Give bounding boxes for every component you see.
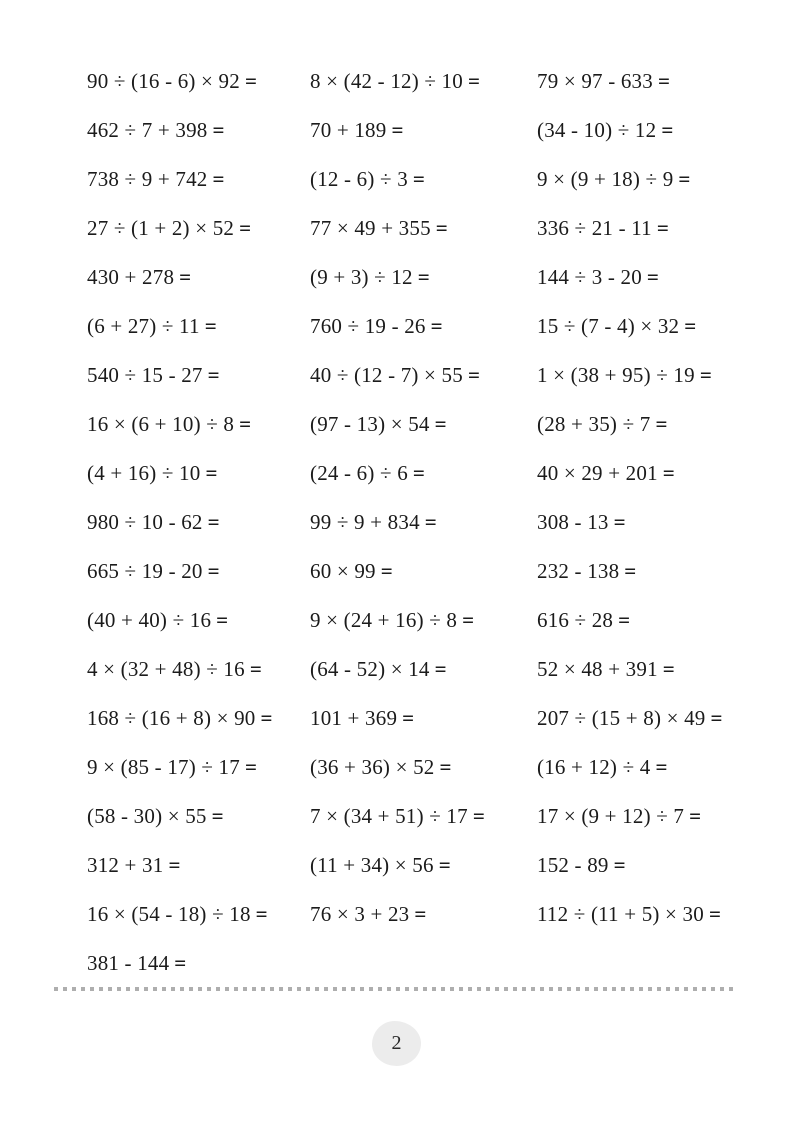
problem-expression: 101 + 369 (310, 706, 398, 730)
equals-sign: = (249, 657, 262, 681)
problem-expression: 90 ÷ (16 - 6) × 92 (87, 69, 240, 93)
equals-sign: = (708, 902, 721, 926)
math-problem (87, 890, 310, 939)
problem-expression: 665 ÷ 19 - 20 (87, 559, 203, 583)
equals-sign: = (613, 510, 626, 534)
math-problem (310, 400, 537, 449)
problem-expression: 77 × 49 + 355 (310, 216, 431, 240)
problem-expression: 232 - 138 (537, 559, 620, 583)
equals-sign: = (434, 412, 447, 436)
problem-expression: 15 ÷ (7 - 4) × 32 (537, 314, 680, 338)
problem-expression: (6 + 27) ÷ 11 (87, 314, 200, 338)
problem-expression: (97 - 13) × 54 (310, 412, 430, 436)
math-problem (537, 547, 793, 596)
math-problem (87, 106, 310, 155)
equals-sign: = (424, 510, 437, 534)
math-problem (537, 204, 793, 253)
equals-sign: = (618, 608, 631, 632)
equals-sign: = (414, 902, 427, 926)
math-problem (87, 694, 310, 743)
problem-expression: 70 + 189 (310, 118, 387, 142)
problem-expression: 4 × (32 + 48) ÷ 16 (87, 657, 245, 681)
page-number: 2 (391, 1032, 402, 1054)
math-problem (537, 596, 793, 645)
math-problem (537, 302, 793, 351)
math-problem (310, 547, 537, 596)
equals-sign: = (655, 755, 668, 779)
equals-sign: = (661, 118, 674, 142)
problem-expression: 738 ÷ 9 + 742 (87, 167, 208, 191)
problem-expression: (28 + 35) ÷ 7 (537, 412, 651, 436)
math-problem (310, 645, 537, 694)
problem-expression: (9 + 3) ÷ 12 (310, 265, 413, 289)
equals-sign: = (391, 118, 404, 142)
math-problem (310, 890, 537, 939)
math-problem (537, 106, 793, 155)
equals-sign: = (212, 167, 225, 191)
equals-sign: = (204, 314, 217, 338)
problem-expression: (34 - 10) ÷ 12 (537, 118, 657, 142)
math-problem (87, 253, 310, 302)
math-problem (87, 841, 310, 890)
equals-sign: = (434, 657, 447, 681)
math-problem (310, 302, 537, 351)
problem-expression: 207 ÷ (15 + 8) × 49 (537, 706, 706, 730)
equals-sign: = (207, 363, 220, 387)
math-problem (537, 400, 793, 449)
problem-expression: 1 × (38 + 95) ÷ 19 (537, 363, 695, 387)
math-problem (537, 694, 793, 743)
problem-expression: 312 + 31 (87, 853, 164, 877)
dotted-divider (54, 987, 738, 991)
equals-sign: = (179, 265, 192, 289)
equals-sign: = (244, 755, 257, 779)
problem-expression: (36 + 36) × 52 (310, 755, 435, 779)
problem-expression: 16 × (54 - 18) ÷ 18 (87, 902, 251, 926)
math-problem (310, 743, 537, 792)
problem-expression: (16 + 12) ÷ 4 (537, 755, 651, 779)
equals-sign: = (205, 461, 218, 485)
math-problem (537, 351, 793, 400)
math-problem (537, 155, 793, 204)
equals-sign: = (662, 461, 675, 485)
problem-expression: 381 - 144 (87, 951, 170, 975)
problem-expression: 8 × (42 - 12) ÷ 10 (310, 69, 463, 93)
problem-expression: 99 ÷ 9 + 834 (310, 510, 420, 534)
equals-sign: = (699, 363, 712, 387)
equals-sign: = (684, 314, 697, 338)
problem-column (310, 57, 537, 988)
problem-expression: 60 × 99 (310, 559, 376, 583)
problem-expression: 40 ÷ (12 - 7) × 55 (310, 363, 463, 387)
page-number-badge (372, 1021, 421, 1066)
equals-sign: = (710, 706, 723, 730)
math-problem (87, 204, 310, 253)
equals-sign: = (467, 363, 480, 387)
math-problem (310, 596, 537, 645)
equals-sign: = (380, 559, 393, 583)
math-problem (310, 792, 537, 841)
math-problem (87, 645, 310, 694)
problem-expression: 112 ÷ (11 + 5) × 30 (537, 902, 704, 926)
equals-sign: = (244, 69, 257, 93)
problem-expression: (11 + 34) × 56 (310, 853, 434, 877)
equals-sign: = (462, 608, 475, 632)
math-problem (310, 204, 537, 253)
math-problem (87, 498, 310, 547)
equals-sign: = (412, 167, 425, 191)
equals-sign: = (435, 216, 448, 240)
math-problem (310, 155, 537, 204)
problem-expression: 27 ÷ (1 + 2) × 52 (87, 216, 235, 240)
equals-sign: = (174, 951, 187, 975)
equals-sign: = (239, 412, 252, 436)
equals-sign: = (655, 412, 668, 436)
equals-sign: = (430, 314, 443, 338)
problem-column (537, 57, 793, 988)
equals-sign: = (438, 853, 451, 877)
equals-sign: = (467, 69, 480, 93)
problem-expression: 308 - 13 (537, 510, 609, 534)
math-problem (310, 694, 537, 743)
equals-sign: = (402, 706, 415, 730)
equals-sign: = (472, 804, 485, 828)
math-problem (87, 449, 310, 498)
math-problem (87, 547, 310, 596)
problem-expression: 152 - 89 (537, 853, 609, 877)
problem-expression: 79 × 97 - 633 (537, 69, 653, 93)
problem-expression: (24 - 6) ÷ 6 (310, 461, 408, 485)
math-problem (87, 302, 310, 351)
math-problem (87, 351, 310, 400)
problem-expression: 540 ÷ 15 - 27 (87, 363, 203, 387)
equals-sign: = (168, 853, 181, 877)
math-problem (87, 400, 310, 449)
problem-expression: 16 × (6 + 10) ÷ 8 (87, 412, 235, 436)
equals-sign: = (417, 265, 430, 289)
math-problem (87, 155, 310, 204)
problem-expression: 7 × (34 + 51) ÷ 17 (310, 804, 468, 828)
math-problem (87, 57, 310, 106)
equals-sign: = (212, 118, 225, 142)
equals-sign: = (646, 265, 659, 289)
math-problem (87, 743, 310, 792)
math-problem (537, 743, 793, 792)
problem-expression: 430 + 278 (87, 265, 175, 289)
problem-expression: 980 ÷ 10 - 62 (87, 510, 203, 534)
problem-expression: 76 × 3 + 23 (310, 902, 410, 926)
math-problem (537, 792, 793, 841)
problem-expression: 144 ÷ 3 - 20 (537, 265, 642, 289)
equals-sign: = (211, 804, 224, 828)
problem-expression: 168 ÷ (16 + 8) × 90 (87, 706, 256, 730)
problem-expression: 336 ÷ 21 - 11 (537, 216, 652, 240)
equals-sign: = (656, 216, 669, 240)
problem-expression: 9 × (9 + 18) ÷ 9 (537, 167, 674, 191)
problem-expression: (58 - 30) × 55 (87, 804, 207, 828)
math-problem (310, 57, 537, 106)
math-problem (310, 841, 537, 890)
equals-sign: = (662, 657, 675, 681)
equals-sign: = (613, 853, 626, 877)
equals-sign: = (255, 902, 268, 926)
math-problem (537, 57, 793, 106)
math-problem (310, 498, 537, 547)
equals-sign: = (207, 559, 220, 583)
math-problem (310, 253, 537, 302)
problem-column (87, 57, 310, 988)
math-problem (537, 890, 793, 939)
problems-grid (87, 57, 793, 988)
math-problem (537, 253, 793, 302)
math-problem (537, 449, 793, 498)
math-problem (310, 106, 537, 155)
problem-expression: (64 - 52) × 14 (310, 657, 430, 681)
equals-sign: = (657, 69, 670, 93)
problem-expression: 9 × (24 + 16) ÷ 8 (310, 608, 458, 632)
problem-expression: (12 - 6) ÷ 3 (310, 167, 408, 191)
problem-expression: 760 ÷ 19 - 26 (310, 314, 426, 338)
problem-expression: 9 × (85 - 17) ÷ 17 (87, 755, 240, 779)
math-problem (310, 449, 537, 498)
equals-sign: = (439, 755, 452, 779)
equals-sign: = (412, 461, 425, 485)
equals-sign: = (207, 510, 220, 534)
equals-sign: = (624, 559, 637, 583)
equals-sign: = (260, 706, 273, 730)
math-problem (537, 841, 793, 890)
problem-expression: 17 × (9 + 12) ÷ 7 (537, 804, 685, 828)
math-problem (537, 498, 793, 547)
problem-expression: 616 ÷ 28 (537, 608, 614, 632)
equals-sign: = (216, 608, 229, 632)
equals-sign: = (678, 167, 691, 191)
math-problem (537, 645, 793, 694)
problem-expression: (40 + 40) ÷ 16 (87, 608, 212, 632)
math-problem (87, 939, 310, 988)
math-problem (310, 351, 537, 400)
equals-sign: = (239, 216, 252, 240)
math-problem (87, 596, 310, 645)
problem-expression: (4 + 16) ÷ 10 (87, 461, 201, 485)
problem-expression: 40 × 29 + 201 (537, 461, 658, 485)
problem-expression: 52 × 48 + 391 (537, 657, 658, 681)
problem-expression: 462 ÷ 7 + 398 (87, 118, 208, 142)
equals-sign: = (689, 804, 702, 828)
math-problem (87, 792, 310, 841)
